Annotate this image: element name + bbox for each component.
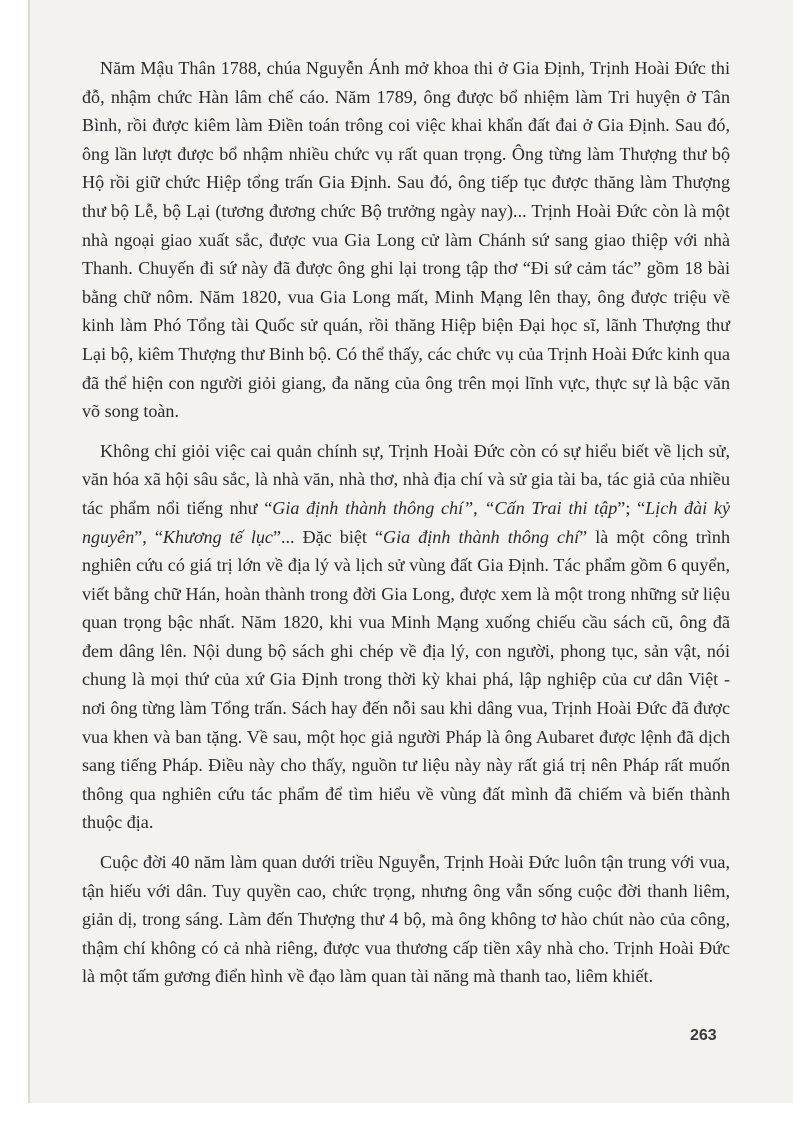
body-text — [82, 54, 730, 991]
text-run: ” là một công trình nghiên cứu có giá trị lớn về địa lý và lịch sử vùng đất Gia Định. Tác phẩm gồm 6 quyển, viết bằng chữ Hán, hoàn thành trong đời Gia Long, được xem là một trong những sử liệu quan trọng bậc nhất. Năm 1820, khi vua Minh Mạng xuống chiếu cầu sách cũ, ông đã đem dâng lên. Nội dung bộ sách ghi chép về địa lý, con người, phong tục, sản vật, nói chung là mọi thứ của xứ Gia Định trong thời kỳ khai phá, lập nghiệp của cư dân Việt - nơi ông từng làm Tổng trấn. Sách hay đến nỗi sau khi dâng vua, Trịnh Hoài Đức đã được vua khen và ban tặng. Về sau, một học giả người Pháp là ông Aubaret được lệnh đã dịch sang tiếng Pháp. Điều này cho thấy, nguồn tư liệu này này rất giá trị nên Pháp rất muốn thông qua nghiên cứu tác phẩm để tìm hiểu về vùng đất mình đã chiếm và biến thành thuộc địa. — [82, 526, 730, 833]
text-run: ”; “ — [617, 497, 646, 518]
paragraph-1 — [82, 54, 730, 426]
text-run: Không chỉ giỏi việc cai quản chính sự, Trịnh Hoài Đức còn có sự hiểu biết về lịch sử, văn hóa xã hội sâu sắc, là nhà văn, nhà thơ, nhà địa chí và sử gia tài ba, tác giả của nhiều tác phẩm nổi tiếng như “ — [82, 440, 730, 518]
paragraph-3 — [82, 848, 730, 991]
book-title: Gia định thành thông chí — [383, 526, 580, 547]
text-run: ”... Đặc biệt “ — [272, 526, 384, 547]
page-number: 263 — [690, 1027, 717, 1044]
book-title: Lịch đài kỷ nguyên — [82, 497, 730, 547]
book-title: Gia định thành thông chí”, “Cấn Trai thi tập — [272, 497, 618, 518]
paragraph-2 — [82, 437, 730, 837]
text-run: Cuộc đời 40 năm làm quan dưới triều Nguyễn, Trịnh Hoài Đức luôn tận trung với vua, tận hiếu với dân. Tuy quyền cao, chức trọng, nhưng ông vẫn sống cuộc đời thanh liêm, giản dị, trong sáng. Làm đến Thượng thư 4 bộ, mà ông không tơ hào chút nào của công, thậm chí không có cả nhà riêng, được vua thương cấp tiền xây nhà cho. Trịnh Hoài Đức là một tấm gương điển hình về đạo làm quan tài năng mà thanh tao, liêm khiết. — [82, 852, 730, 987]
book-title: Khương tế lục — [162, 526, 273, 547]
text-run: ”, “ — [134, 526, 163, 547]
text-run: Năm Mậu Thân 1788, chúa Nguyễn Ánh mở khoa thi ở Gia Định, Trịnh Hoài Đức thi đỗ, nhậm chức Hàn lâm chế cáo. Năm 1789, ông được bổ nhiệm làm Tri huyện ở Tân Bình, rồi được kiêm làm Điền toán trông coi việc khai khẩn đất đai ở Gia Định. Sau đó, ông lần lượt được bổ nhậm nhiều chức vụ rất quan trọng. Ông từng làm Thượng thư bộ Hộ rồi giữ chức Hiệp tổng trấn Gia Định. Sau đó, ông tiếp tục được thăng làm Thượng thư bộ Lễ, bộ Lại (tương đương chức Bộ trưởng ngày nay)... Trịnh Hoài Đức còn là một nhà ngoại giao xuất sắc, được vua Gia Long cử làm Chánh sứ sang giao thiệp với nhà Thanh. Chuyến đi sứ này đã được ông ghi lại trong tập thơ “Đi sứ cảm tác” gồm 18 bài bằng chữ nôm. Năm 1820, vua Gia Long mất, Minh Mạng lên thay, ông được triệu về kinh làm Phó Tổng tài Quốc sử quán, rồi thăng Hiệp biện Đại học sĩ, lãnh Thượng thư Lại bộ, kiêm Thượng thư Binh bộ. Có thể thấy, các chức vụ của Trịnh Hoài Đức kinh qua đã thể hiện con người giỏi giang, đa năng của ông trên mọi lĩnh vực, thực sự là bậc văn võ song toàn. — [82, 58, 730, 422]
